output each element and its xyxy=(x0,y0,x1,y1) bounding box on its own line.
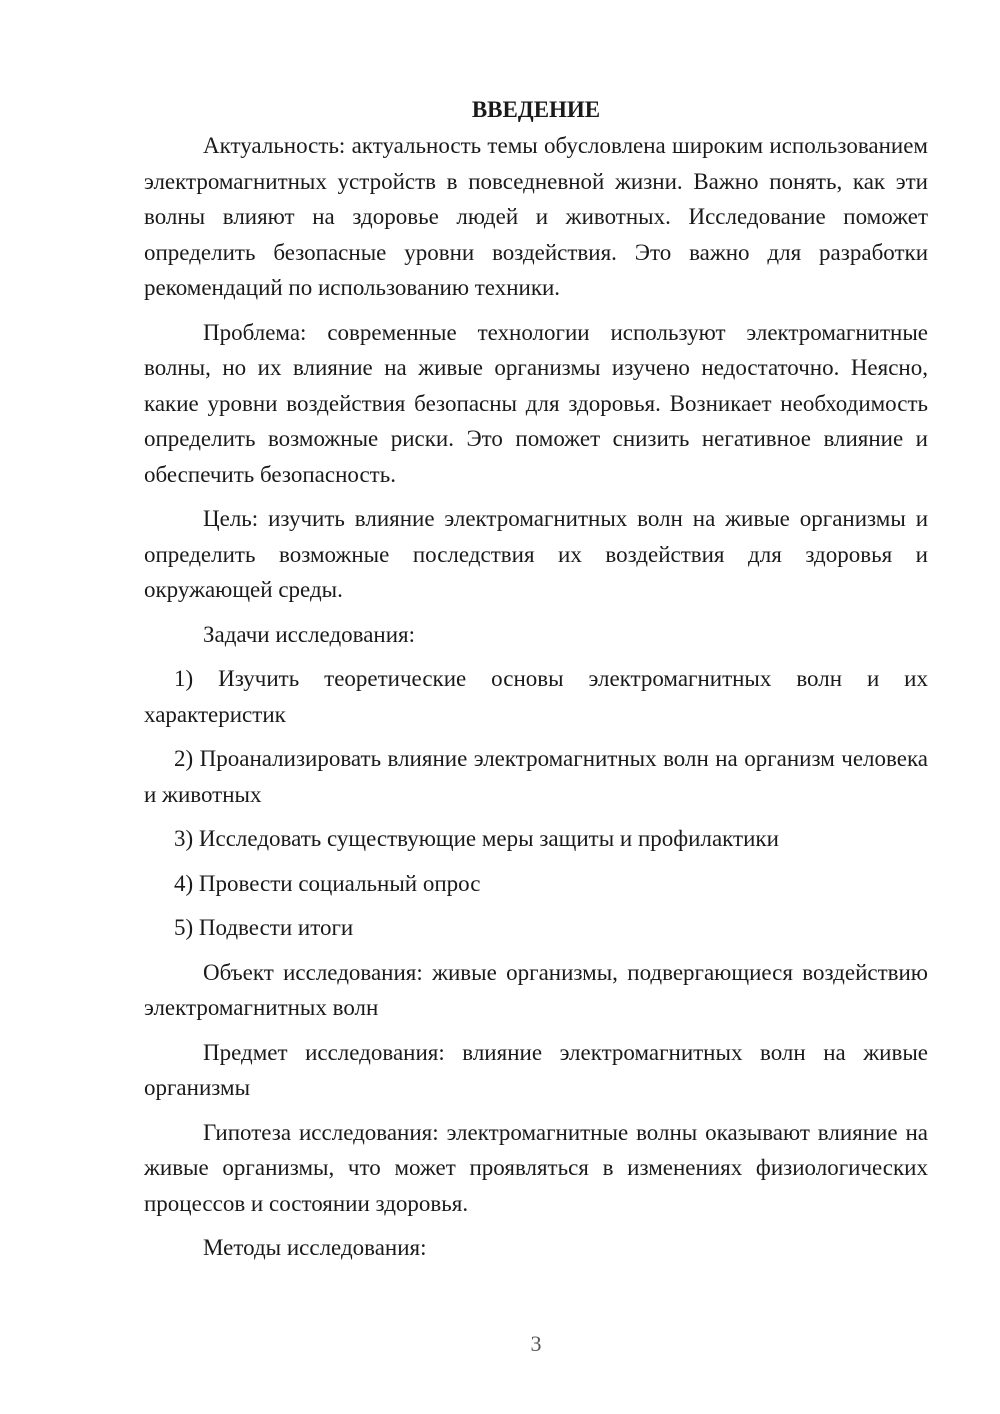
task-item-3: 3) Исследовать существующие меры защиты и профилактики xyxy=(174,826,779,851)
hypothesis-paragraph: Гипотеза исследования: электромагнитные волны оказывают влияние на живые организмы, что может проявляться в изменениях физиологических процессов и состоянии здоровья. xyxy=(144,1119,928,1216)
page-title: ВВЕДЕНИЕ xyxy=(471,97,601,122)
task-item-2: 2) Проанализировать влияние электромагнитных волн на организм человека и животных xyxy=(144,746,928,807)
task-item-4: 4) Провести социальный опрос xyxy=(174,870,481,896)
methods-title: Методы исследования: xyxy=(203,1235,427,1260)
subject-paragraph: Предмет исследования: влияние электромагнитных волн на живые организмы xyxy=(144,1039,928,1100)
document-page xyxy=(144,94,928,1275)
page-number: 3 xyxy=(530,1331,542,1356)
relevance-paragraph: Актуальность: актуальность темы обусловлена широким использованием электромагнитных устройств в повседневной жизни. Важно понять, как эти волны влияют на здоровье людей и животных. Исследование поможет определить безопасные уровни воздействия. Это важно для разработки рекомендаций по использованию техники. xyxy=(144,133,928,300)
task-item-5: 5) Подвести итоги xyxy=(174,915,354,940)
task-item-1: 1) Изучить теоретические основы электромагнитных волн и их характеристик xyxy=(144,666,928,727)
goal-paragraph: Цель: изучить влияние электромагнитных волн на живые организмы и определить возможные последствия их воздействия для здоровья и окружающей среды. xyxy=(144,506,928,602)
tasks-title: Задачи исследования: xyxy=(203,621,416,647)
problem-paragraph: Проблема: современные технологии используют электромагнитные волны, но их влияние на живые организмы изучено недостаточно. Неясно, какие уровни воздействия безопасны для здоровья. Возникает необходимость определить возможные риски. Это поможет снизить негативное влияние и обеспечить безопасность. xyxy=(144,319,928,487)
object-paragraph: Объект исследования: живые организмы, подвергающиеся воздействию электромагнитных волн xyxy=(144,959,928,1020)
